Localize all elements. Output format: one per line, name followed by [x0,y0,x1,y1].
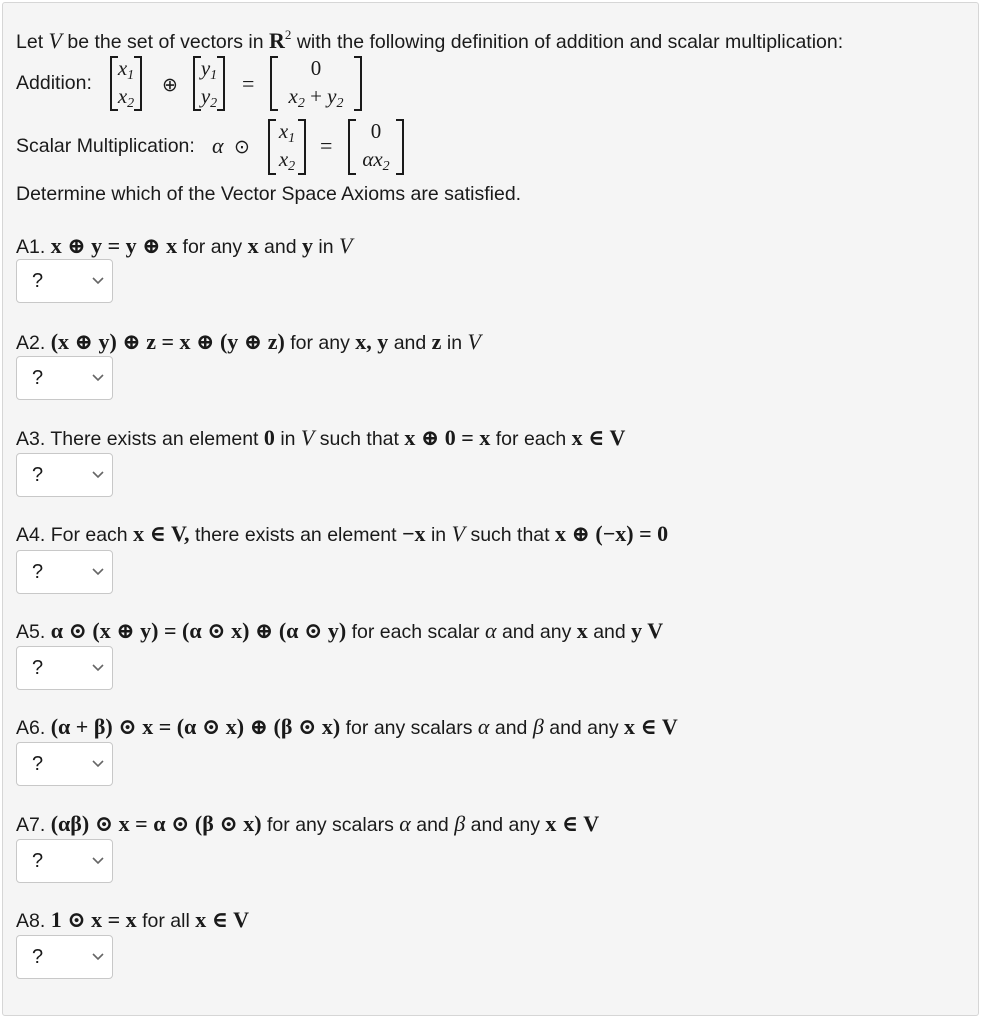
addition-result-top: 0 [310,56,322,80]
axiom-text: in [446,332,463,354]
select-value: ? [32,367,44,389]
scalar-matrix-result [348,119,404,175]
intro-line [16,28,843,54]
axiom-text: for any scalars [267,814,394,836]
axiom-text: and [494,717,528,739]
intro-let: Let [16,31,44,53]
chevron-down-icon [92,568,104,576]
axiom-math: x ∈ V [571,425,626,450]
axiom-id: A5. [16,621,46,643]
axiom-math: β [532,714,544,739]
axiom-text: and [264,236,297,258]
axiom-id: A8. [16,910,46,932]
scalar-result-bottom: αx2 [362,147,390,174]
chevron-down-icon [92,760,104,768]
select-value: ? [32,753,44,775]
axiom-a2 [16,329,481,355]
axiom-text: and [416,814,449,836]
answer-select-a6[interactable] [16,742,113,786]
axiom-a6 [16,714,678,740]
addition-x1: x1 [117,56,135,83]
axiom-id: A2. [16,332,46,354]
axiom-text: For each [50,524,128,546]
axiom-text: such that [319,428,399,450]
axiom-id: A1. [16,236,46,258]
intro-rest: with the following definition of addition and scalar multiplication: [296,31,844,53]
chevron-down-icon [92,857,104,865]
axiom-math: α ⊙ (x ⊕ y) = (α ⊙ x) ⊕ (α ⊙ y) [50,618,347,643]
scalar-matrix-x [268,119,306,175]
axiom-id: A3. [16,428,46,450]
axiom-text: and [593,621,626,643]
scalar-x2: x2 [278,147,296,174]
select-value: ? [32,270,44,292]
axiom-math: (α + β) ⊙ x = (α ⊙ x) ⊕ (β ⊙ x) [50,714,341,739]
addition-matrix-y [193,56,225,111]
axiom-id: A6. [16,717,46,739]
axiom-math: x ∈ V [545,811,600,836]
answer-select-a7[interactable] [16,839,113,883]
axiom-math: (x ⊕ y) ⊕ z = x ⊕ (y ⊕ z) [50,329,285,354]
select-value: ? [32,657,44,679]
axiom-text: and any [549,717,619,739]
axiom-text: such that [470,524,550,546]
addition-matrix-x [110,56,142,111]
chevron-down-icon [92,471,104,479]
axiom-text: there exists an element [194,524,397,546]
axiom-math: x ∈ V, [133,521,190,546]
axiom-math: α [477,714,490,739]
axiom-text: for each scalar [351,621,480,643]
axiom-math: x [247,233,259,258]
axiom-a1 [16,233,352,259]
axiom-math: x, y [355,329,389,354]
axiom-math: x ∈ V [624,714,678,739]
axiom-math: α [484,618,497,643]
axiom-math: y V [631,618,664,643]
axiom-math: x ⊕ y = y ⊕ x [50,233,178,258]
axiom-math: z [431,329,442,354]
axiom-text: and any [501,621,572,643]
answer-select-a4[interactable] [16,550,113,594]
addition-x2: x2 [117,84,135,111]
intro-be-set: be the set of vectors in [67,31,264,53]
addition-result-bottom: x2 + y2 [288,84,344,111]
axiom-math: x ⊕ 0 = x [404,425,491,450]
chevron-down-icon [92,374,104,382]
axiom-math: V [339,233,353,258]
axiom-text: for all [142,910,190,932]
axiom-a5 [16,618,663,644]
axiom-math: x ⊕ (−x) = 0 [555,521,669,546]
axiom-text: for any [182,236,243,258]
scalar-label: Scalar Multiplication: [16,135,195,157]
axiom-math: β [454,811,466,836]
scalar-result-top: 0 [370,119,382,143]
axiom-text: in [318,236,334,258]
addition-matrix-result [270,56,362,111]
axiom-a4 [16,521,668,547]
answer-select-a1[interactable] [16,259,113,303]
axiom-id: A7. [16,814,46,836]
axiom-math: V [300,425,315,450]
intro-R: R [269,28,285,53]
axiom-math: 1 ⊙ x = x [50,907,137,932]
addition-oplus: ⊕ [162,74,178,96]
answer-select-a2[interactable] [16,356,113,400]
axiom-math: x [576,618,588,643]
axiom-math: y [301,233,313,258]
axiom-text: in [280,428,296,450]
axiom-math: −x [401,521,426,546]
scalar-eq: = [320,133,333,158]
select-value: ? [32,946,44,968]
instruction: Determine which of the Vector Space Axioms are satisfied. [16,183,522,205]
axiom-a3 [16,425,625,451]
axiom-text: There exists an element [50,428,259,450]
chevron-down-icon [92,953,104,961]
addition-y2: y2 [200,84,218,111]
answer-select-a8[interactable] [16,935,113,979]
axiom-math: (αβ) ⊙ x = α ⊙ (β ⊙ x) [50,811,262,836]
axiom-math: 0 [263,425,275,450]
answer-select-a5[interactable] [16,646,113,690]
axiom-math: V [467,329,481,354]
addition-label: Addition: [16,72,92,94]
select-value: ? [32,464,44,486]
chevron-down-icon [92,664,104,672]
scalar-alpha: α [212,133,224,158]
answer-select-a3[interactable] [16,453,113,497]
axiom-text: for each [495,428,567,450]
scalar-x1: x1 [278,119,296,146]
axiom-text: in [430,524,447,546]
intro-V: V [48,28,62,53]
axiom-math: V [451,521,466,546]
addition-eq: = [242,71,255,96]
select-value: ? [32,850,44,872]
select-value: ? [32,561,44,583]
axiom-text: for any scalars [345,717,473,739]
intro-exp: 2 [284,26,292,42]
axiom-text: for any [290,332,350,354]
axiom-id: A4. [16,524,46,546]
axiom-math: x ∈ V [195,907,249,932]
axiom-text: and any [470,814,540,836]
chevron-down-icon [92,277,104,285]
axiom-a8 [16,907,249,933]
scalar-odot: ⊙ [234,136,250,158]
addition-y1: y1 [200,56,218,83]
axiom-text: and [393,332,427,354]
axiom-math: α [399,811,411,836]
axiom-a7 [16,811,599,837]
